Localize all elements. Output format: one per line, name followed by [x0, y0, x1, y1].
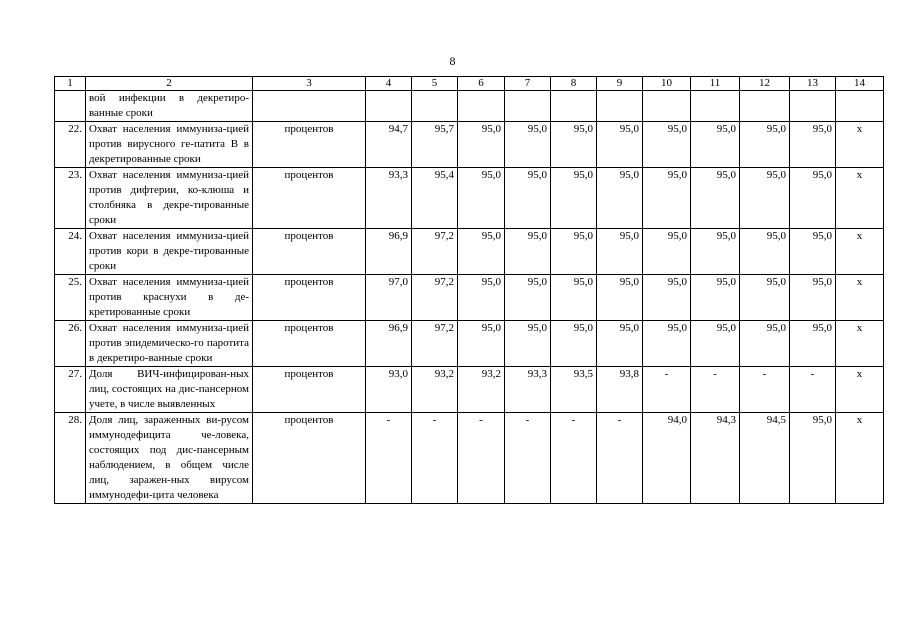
column-header: 5 — [412, 77, 458, 91]
value-cell: 93,3 — [366, 168, 412, 229]
value-cell: 95,0 — [505, 168, 551, 229]
value-cell: 97,2 — [412, 321, 458, 367]
indicator-text: Охват населения иммуниза-цией против дифтерии, ко-клюша и столбняка в декре-тированные сроки — [86, 168, 253, 229]
column-header: 4 — [366, 77, 412, 91]
column-header: 14 — [836, 77, 884, 91]
value-cell: 95,0 — [691, 168, 740, 229]
indicator-text: Доля лиц, зараженных ви-русом иммунодефицита че-ловека, состоящих под дис-пансерным наблюдением, в общем числе лиц, заражен-ных вирусом иммунодефи-цита человека — [86, 413, 253, 504]
unit-cell: процентов — [253, 413, 366, 504]
value-cell: 94,5 — [740, 413, 790, 504]
value-cell: - — [691, 367, 740, 413]
value-cell: 93,2 — [412, 367, 458, 413]
indicator-text: вой инфекции в декретиро-ванные сроки — [86, 91, 253, 122]
table-row — [55, 122, 884, 168]
value-cell: 95,0 — [790, 168, 836, 229]
indicators-table — [54, 76, 884, 504]
value-cell: 95,0 — [643, 122, 691, 168]
indicator-text: Охват населения иммуниза-цией против вирусного ге-патита В в декретированные сроки — [86, 122, 253, 168]
value-cell: - — [551, 413, 597, 504]
value-cell: 95,0 — [740, 321, 790, 367]
value-cell: 96,9 — [366, 321, 412, 367]
value-cell: 95,0 — [740, 275, 790, 321]
column-header: 3 — [253, 77, 366, 91]
value-cell: - — [643, 367, 691, 413]
value-cell: 95,0 — [458, 321, 505, 367]
value-cell: 95,0 — [643, 275, 691, 321]
last-cell: x — [836, 321, 884, 367]
unit-cell: процентов — [253, 229, 366, 275]
last-cell: x — [836, 229, 884, 275]
value-cell: 93,2 — [458, 367, 505, 413]
table-row-continuation — [55, 91, 884, 122]
column-header: 13 — [790, 77, 836, 91]
column-header: 7 — [505, 77, 551, 91]
value-cell: 95,0 — [505, 275, 551, 321]
last-cell: x — [836, 275, 884, 321]
last-cell: x — [836, 413, 884, 504]
value-cell: 93,0 — [366, 367, 412, 413]
column-header: 9 — [597, 77, 643, 91]
value-cell: 95,0 — [643, 321, 691, 367]
row-number: 26. — [55, 321, 86, 367]
row-number: 23. — [55, 168, 86, 229]
value-cell: 95,0 — [790, 275, 836, 321]
value-cell: 95,0 — [691, 321, 740, 367]
value-cell: 95,0 — [597, 321, 643, 367]
value-cell: 95,0 — [505, 321, 551, 367]
value-cell: 97,2 — [412, 229, 458, 275]
value-cell: 94,3 — [691, 413, 740, 504]
unit-cell: процентов — [253, 168, 366, 229]
value-cell: 95,0 — [551, 275, 597, 321]
table-row — [55, 168, 884, 229]
indicator-text: Охват населения иммуниза-цией против эпидемическо-го паротита в декретиро-ванные сроки — [86, 321, 253, 367]
column-header: 6 — [458, 77, 505, 91]
value-cell: - — [366, 413, 412, 504]
page-number: 8 — [449, 54, 456, 68]
value-cell: 94,7 — [366, 122, 412, 168]
table-row — [55, 321, 884, 367]
value-cell: 95,0 — [740, 168, 790, 229]
table-row — [55, 229, 884, 275]
value-cell: - — [412, 413, 458, 504]
column-header: 8 — [551, 77, 597, 91]
value-cell: 94,0 — [643, 413, 691, 504]
value-cell: - — [505, 413, 551, 504]
value-cell: 95,0 — [458, 168, 505, 229]
value-cell: 95,0 — [505, 122, 551, 168]
last-cell: x — [836, 168, 884, 229]
value-cell: 93,8 — [597, 367, 643, 413]
value-cell: 97,2 — [412, 275, 458, 321]
table-row — [55, 413, 884, 504]
column-header: 1 — [55, 77, 86, 91]
value-cell: 95,0 — [597, 275, 643, 321]
indicator-text: Доля ВИЧ-инфицирован-ных лиц, состоящих на дис-пансерном учете, в числе выявленных — [86, 367, 253, 413]
row-number: 24. — [55, 229, 86, 275]
value-cell: - — [740, 367, 790, 413]
column-header: 10 — [643, 77, 691, 91]
value-cell: 95,0 — [643, 168, 691, 229]
indicator-text: Охват населения иммуниза-цией против кори в декре-тированные сроки — [86, 229, 253, 275]
value-cell: 95,0 — [597, 168, 643, 229]
value-cell: 95,0 — [597, 122, 643, 168]
unit-cell: процентов — [253, 367, 366, 413]
last-cell: x — [836, 367, 884, 413]
value-cell: 95,0 — [740, 122, 790, 168]
value-cell: 95,0 — [505, 229, 551, 275]
value-cell: 95,0 — [740, 229, 790, 275]
value-cell: 95,0 — [691, 229, 740, 275]
value-cell: 95,4 — [412, 168, 458, 229]
value-cell: 95,0 — [790, 413, 836, 504]
value-cell: 95,0 — [458, 122, 505, 168]
value-cell: - — [458, 413, 505, 504]
value-cell: 95,7 — [412, 122, 458, 168]
value-cell: 95,0 — [790, 321, 836, 367]
value-cell: 93,5 — [551, 367, 597, 413]
table-row — [55, 367, 884, 413]
row-number: 27. — [55, 367, 86, 413]
row-number: 25. — [55, 275, 86, 321]
value-cell: 95,0 — [790, 122, 836, 168]
unit-cell: процентов — [253, 321, 366, 367]
value-cell: 95,0 — [691, 275, 740, 321]
row-number: 28. — [55, 413, 86, 504]
value-cell: 97,0 — [366, 275, 412, 321]
column-header: 11 — [691, 77, 740, 91]
value-cell: 95,0 — [551, 229, 597, 275]
value-cell: 95,0 — [458, 275, 505, 321]
value-cell: 95,0 — [458, 229, 505, 275]
value-cell: 95,0 — [551, 122, 597, 168]
value-cell: 96,9 — [366, 229, 412, 275]
value-cell: 95,0 — [551, 321, 597, 367]
value-cell: 95,0 — [597, 229, 643, 275]
indicator-text: Охват населения иммуниза-цией против краснухи в де-кретированные сроки — [86, 275, 253, 321]
value-cell: - — [597, 413, 643, 504]
value-cell: 95,0 — [790, 229, 836, 275]
value-cell: 95,0 — [691, 122, 740, 168]
table-row — [55, 275, 884, 321]
column-header: 2 — [86, 77, 253, 91]
value-cell: 93,3 — [505, 367, 551, 413]
header-row — [55, 77, 884, 91]
value-cell: - — [790, 367, 836, 413]
unit-cell: процентов — [253, 122, 366, 168]
value-cell: 95,0 — [551, 168, 597, 229]
last-cell: x — [836, 122, 884, 168]
column-header: 12 — [740, 77, 790, 91]
value-cell: 95,0 — [643, 229, 691, 275]
row-number: 22. — [55, 122, 86, 168]
unit-cell: процентов — [253, 275, 366, 321]
